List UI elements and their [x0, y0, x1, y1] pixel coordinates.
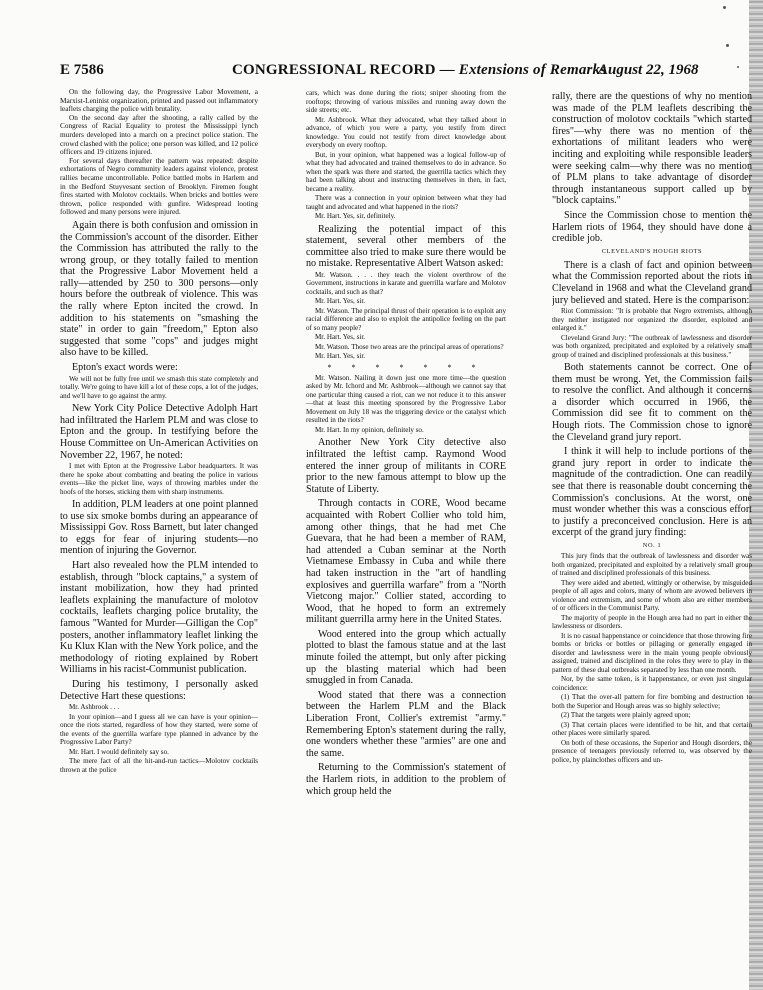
- quoted-passage: Mr. Hart. Yes, sir.: [315, 352, 366, 361]
- quoted-passage: Mr. Hart. I would definitely say so.: [69, 747, 169, 756]
- quoted-passage: Mr. Hart. Yes, sir.: [315, 297, 366, 306]
- paragraph: During his testimony, I personally asked Detective Hart these questions:: [60, 679, 258, 702]
- quoted-passage: Mr. Watson. The principal thrust of their operation is to exploit any racial difference and also to exploit the antipolice feeling on the part of so many people?: [306, 306, 506, 332]
- quoted-passage: It is no casual happenstance or coincidence that those throwing fire bombs or bricks or bottles or pillaging or generally engaged in disorder and lawlessness were in the main young people obviously assigned, trained and disciplined in the roles they were to play in the pattern of these dual outbreaks separated by less than one month.: [552, 631, 752, 674]
- quoted-passage: In your opinion—and I guess all we can have is your opinion—once the riots started, regardless of how they started, were some of the events of the guerrilla warfare type planned in advance by the Progressive Labor Party?: [60, 712, 258, 747]
- page-number: E 7586: [60, 62, 104, 78]
- omission-asterisks: * * * * * * *: [327, 362, 485, 372]
- quoted-passage: Nor, by the same token, is it happenstance, or even just singular coincidence:: [552, 675, 752, 692]
- running-header: [0, 62, 763, 84]
- quoted-passage: The majority of people in the Hough area had no part in either the lawlessness or disorders.: [552, 613, 752, 630]
- quoted-passage: (3) That certain places were identified to be hit, and that certain other places were similarly spared.: [552, 720, 752, 737]
- quoted-passage: Mr. Hart. Yes, sir.: [315, 333, 366, 342]
- paragraph: New York City Police Detective Adolph Hart had infiltrated the Harlem PLM and was close to Epton and the group. In testifying before the House Committee on Un-American Activities on November 22, 1967, he noted:: [60, 403, 258, 461]
- paragraph: Another New York City detective also infiltrated the leftist camp. Raymond Wood entered the inner group of militants in CORE prior to the new famous attempt to blow up the Statute of Liberty.: [306, 437, 506, 495]
- text-column-right: [552, 88, 752, 984]
- paragraph: Epton's exact words were:: [72, 362, 178, 374]
- paragraph: On the following day, the Progressive Labor Movement, a Marxist-Leninist organization, printed and passed out inflammatory leaflets charging the police with brutality.: [60, 88, 258, 114]
- quoted-passage: Mr. Watson. Nailing it down just one more time—the question asked by Mr. Ichord and Mr. Ashbrook—although we cannot say that one particular thing caused a riot, can we not reduce it to this answer—that at least this meeting sponsored by the Progressive Labor Movement on July 18 was the triggering device or the catalyst which resulted in the riots?: [306, 373, 506, 425]
- section-heading: NO. 1: [642, 542, 662, 549]
- quoted-passage: They were aided and abetted, wittingly or otherwise, by misguided people of all ages and colors, many of whom are avowed believers in violence and extremism, and some of whom also are either members of or officers in the Communist Party.: [552, 578, 752, 612]
- quoted-passage: Mr. Hart. In my opinion, definitely so.: [315, 425, 424, 434]
- quoted-passage: But, in your opinion, what happened was a logical follow-up of what they had advocated and trained themselves to do in advance. So when the spark was there and started, the guerrilla tactics which they had been talking about and instructing themselves in then, in fact, became a reality.: [306, 150, 506, 193]
- quoted-passage: This jury finds that the outbreak of lawlessness and disorder was both organized, precipitated and exploited by a relatively small group of trained and disciplined professionals of this business.: [552, 552, 752, 577]
- quoted-passage: I met with Epton at the Progressive Labor headquarters. It was there he spoke about combatting and beating the police in various events—like the picket line, ways of throwing marbles under the hoofs of the horses, sticking them with sharp instruments.: [60, 462, 258, 496]
- text-column-left: [60, 88, 258, 984]
- quoted-passage: There was a connection in your opinion between what they had taught and advocated and what happened in the riots?: [306, 194, 506, 211]
- quoted-passage: (1) That the over-all pattern for fire bombing and destruction to both the Superior and Hough areas was so highly selective;: [552, 693, 752, 710]
- paragraph: For several days thereafter the pattern was repeated: despite exhortations of Negro community leaders against violence, protest rallies became uncontrollable. Police battled mobs in Harlem and in the Bedford Stuyvesant section of Brooklyn. Firemen fought fires started with Molotov cocktails. When bricks and bottles were thrown, police responded with gunfire. Widespread looting followed and many persons were injured.: [60, 155, 258, 217]
- paragraph: Hart also revealed how the PLM intended to establish, through "block captains," a system of instant mobilization, how they had printed leaflets explaining the manufacture of molotov cocktails, leaflets charging police brutality, the famous "Wanted for Murder—Gilligan the Cop" posters, another inflammatory leaflet linking the Ku Klux Klan with the New York police, and the methodology of rioting explained by Robert Williams in his racist-Communist publication.: [60, 560, 258, 676]
- quoted-passage: Mr. Hart. Yes, sir, definitely.: [315, 212, 396, 220]
- quoted-passage: Mr. Watson. Those two areas are the principal areas of operations?: [315, 342, 504, 351]
- paragraph-continued: rally, there are the questions of why no mention was made of the PLM leaflets describing the construction of molotov cocktails "which started fires"—why there was no mention of the exhortations of militant leaders who were inciting and exploiting while responsible leaders were seeking calm—why there was no mention of PLM plans to take advantage of disorder through instantaneous support called up by "block captains.": [552, 91, 752, 207]
- journal-name: CONGRESSIONAL RECORD —: [232, 62, 455, 78]
- quoted-passage: We will not be fully free until we smash this state completely and totally. We're going to have kill a lot of these cops, a lot of the judges, and we'll have to go against the army.: [60, 374, 258, 400]
- quoted-passage: Mr. Watson. . . . they teach the violent overthrow of the Government, instructions in karate and guerrilla warfare and Molotov cocktails, and such as that?: [306, 270, 506, 296]
- quoted-passage: Mr. Ashbrook . . .: [69, 703, 120, 712]
- paragraph: Through contacts in CORE, Wood became acquainted with Robert Collier who told him, among other things, that he had met Che Guevara, that he had been a member of RAM, had attended a Cuban seminar at the North Vietnamese Embassy in Cuba and while there had taken instruction in the "art of handling explosives and guerrilla warfare" from a "North Vietcong major." Collier stated, according to Wood, that he hoped to form an extremely militant guerrilla army here in the United States.: [306, 498, 506, 626]
- scan-speck: [726, 44, 729, 47]
- text-column-middle: [306, 88, 506, 984]
- scan-speck: [723, 6, 726, 9]
- quoted-passage: On both of these occasions, the Superior and Hough disorders, the presence of teenagers previously referred to, was observed by the police, by plainclothes officers and un-: [552, 738, 752, 764]
- quoted-passage: Cleveland Grand Jury: "The outbreak of lawlessness and disorder was both organized, precipitated and exploited by a relatively small group of trained and disciplined professionals at this business.": [552, 333, 752, 359]
- paragraph: Again there is both confusion and omission in the Commission's account of the disorder. Either the Commission has attributed the rally to the wrong group, or they totally failed to mention that the Progressive Labor Movement held a rally—attended by 250 to 300 persons—only hours before the outbreak of violence. This was the rally where Epton incited the crowd. In addition to his statements on "smashing the state" in order to gain "freedom," Epton also suggested that some "cops" and judges might also have to be killed.: [60, 219, 258, 359]
- paragraph: Both statements cannot be correct. One of them must be wrong. Yet, the Commission fails to resolve the conflict. And although it concerns a disorder which occurred in 1966, the Commission did see fit to comment on the Hough riots. The Commission chose to ignore the Cleveland grand jury report.: [552, 362, 752, 443]
- paragraph: There is a clash of fact and opinion between what the Commission reported about the riots in Cleveland in 1968 and what the Cleveland grand jury believed and stated. Here is the comparison:: [552, 259, 752, 306]
- section-name: Extensions of Remarks: [458, 62, 607, 78]
- paragraph: Since the Commission chose to mention the Harlem riots of 1964, they should have done a credible job.: [552, 209, 752, 245]
- section-heading: CLEVELAND'S HOUGH RIOTS: [601, 247, 703, 255]
- quoted-passage: (2) That the targets were plainly agreed upon;: [561, 711, 691, 719]
- issue-date: August 22, 1968: [598, 62, 699, 78]
- paragraph: Wood entered into the group which actually plotted to blast the famous statue and at the last minute foiled the attempt, but only after picking up the blasting material which had been smuggled in from Canada.: [306, 628, 506, 687]
- paragraph: Wood stated that there was a connection between the Harlem PLM and the Black Liberation Front, Collier's extremist "army." Remembering Epton's statement during the rally, one wonders whether these "armies" are one and the same.: [306, 689, 506, 759]
- quoted-passage: Riot Commission: "It is probable that Negro extremists, although they neither instigated nor organized the disorder, exploited and enlarged it.": [552, 307, 752, 333]
- quoted-passage-continued: cars, which was done during the riots; sniper shooting from the rooftops; throwing of various missiles and running away down the side streets; etc.: [306, 89, 506, 114]
- paragraph: On the second day after the shooting, a rally called by the Congress of Racial Equality to protest the Mississippi lynch murders developed into a march on a precinct police station. The crowd clashed with the police; one person was killed, and 12 police officers and 19 citizens injured.: [60, 112, 258, 157]
- paragraph: In addition, PLM leaders at one point planned to use six smoke bombs during an appearance of Mississippi Gov. Ross Barnett, but later changed to eggs for fear of injuring students—no mention of injuring the Governor.: [60, 499, 258, 557]
- quoted-passage: Mr. Ashbrook. What they advocated, what they talked about in advance, of which you were a party, you testify from direct knowledge. You could not testify from direct knowledge about everybody on every rooftop.: [306, 115, 506, 149]
- paragraph: Returning to the Commission's statement of the Harlem riots, in addition to the problem of which group held the: [306, 762, 506, 797]
- quoted-passage: The mere fact of all the hit-and-run tactics—Molotov cocktails thrown at the police: [60, 757, 258, 774]
- paragraph: I think it will help to include portions of the grand jury report in order to indicate the magnitude of the contradiction. One can readily see that there is reasonable doubt concerning the Commission's conclusions. At the worst, one must wonder whether this was a conscious effort to justify a preconceived conclusion. Here is an excerpt of the grand jury finding:: [552, 446, 752, 539]
- journal-title: [232, 62, 606, 79]
- paragraph: Realizing the potential impact of this statement, several other members of the committee also tried to make sure there would be no mistake. Representative Albert Watson asked:: [306, 223, 506, 270]
